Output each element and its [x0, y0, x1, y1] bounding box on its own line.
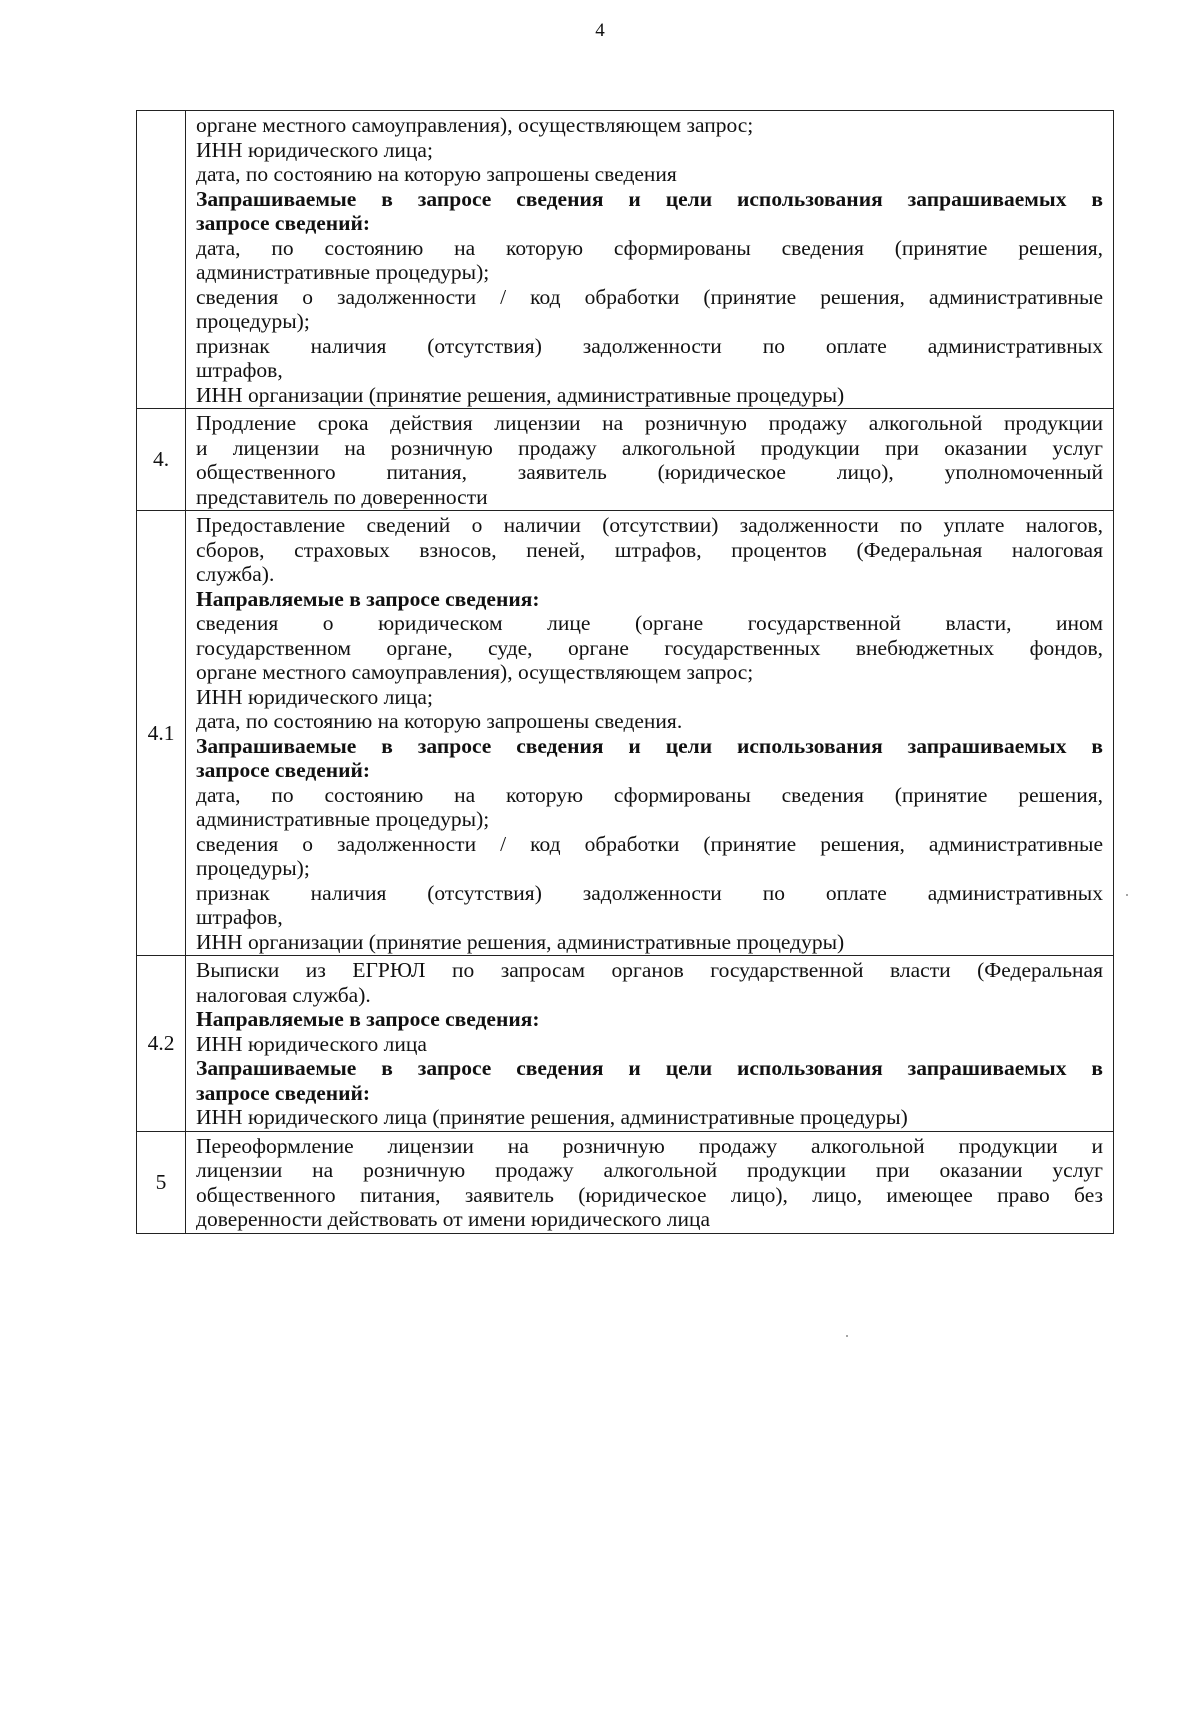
document-table — [136, 110, 1114, 1234]
text-line: лицензии на розничную продажу алкогольной продукции при оказании услуг — [196, 1158, 1103, 1182]
table-row — [137, 409, 1114, 511]
row-content-cell — [186, 1131, 1114, 1233]
text-line: процедуры); — [196, 309, 310, 333]
section-heading-line: запросе сведений: — [196, 758, 371, 782]
text-line: дата, по состоянию на которую запрошены сведения — [196, 162, 677, 186]
text-line: административные процедуры); — [196, 807, 490, 831]
text-line: сведения о задолженности / код обработки (принятие решения, административные — [196, 284, 1103, 309]
row-number-cell — [137, 1131, 186, 1233]
section-heading-line: Направляемые в запросе сведения: — [196, 1007, 540, 1031]
text-line: налоговая служба). — [196, 982, 371, 1007]
text-line: и лицензии на розничную продажу алкогольной продукции при оказании услуг — [196, 435, 1103, 460]
text-line: сведения о задолженности / код обработки (принятие решения, административные — [196, 831, 1103, 856]
text-line: процедуры); — [196, 856, 310, 880]
row-number-cell — [137, 111, 186, 409]
text-line: органе местного самоуправления), осуществляющем запрос; — [196, 113, 754, 137]
row-number: 4. — [152, 447, 170, 472]
table-row — [137, 511, 1114, 956]
text-line: представитель по доверенности — [196, 484, 488, 509]
text-line: ИНН юридического лица — [196, 1031, 427, 1056]
row-content-cell — [186, 956, 1114, 1132]
text-line: государственном органе, суде, органе государственных внебюджетных фондов, — [196, 635, 1103, 660]
row-number: 4.2 — [147, 1031, 175, 1055]
scan-artifact — [1126, 894, 1128, 896]
row-content-cell — [186, 111, 1114, 409]
page-number: 4 — [595, 20, 605, 41]
table-row — [137, 111, 1114, 409]
section-heading-line: запросе сведений: — [196, 211, 371, 235]
text-line: сведения о юридическом лице (органе государственной власти, ином — [196, 611, 1103, 635]
text-line: дата, по состоянию на которую сформированы сведения (принятие решения, — [196, 235, 1103, 260]
text-line: Продление срока действия лицензии на розничную продажу алкогольной продукции — [196, 411, 1103, 435]
table-row — [137, 956, 1114, 1132]
row-number: 4.1 — [147, 720, 175, 745]
row-number: 5 — [155, 1169, 167, 1194]
section-heading-line: запросе сведений: — [196, 1080, 371, 1105]
text-line: общественного питания, заявитель (юридическое лицо), уполномоченный — [196, 460, 1103, 484]
scan-artifact — [846, 1335, 848, 1337]
text-line: штрафов, — [196, 358, 283, 382]
text-line: дата, по состоянию на которую сформированы сведения (принятие решения, — [196, 782, 1103, 807]
text-line: ИНН юридического лица; — [196, 684, 433, 709]
row-number-cell — [137, 511, 186, 956]
text-line: ИНН юридического лица (принятие решения, административные процедуры) — [196, 1105, 908, 1129]
section-heading-line: Запрашиваемые в запросе сведения и цели использования запрашиваемых в — [196, 1056, 1103, 1080]
text-line: общественного питания, заявитель (юридическое лицо), лицо, имеющее право без — [196, 1182, 1103, 1207]
text-line: Предоставление сведений о наличии (отсутствии) задолженности по уплате налогов, — [196, 513, 1103, 537]
row-content-cell — [186, 409, 1114, 511]
text-line: штрафов, — [196, 905, 283, 929]
text-line: административные процедуры); — [196, 260, 490, 284]
section-heading-line: Запрашиваемые в запросе сведения и цели использования запрашиваемых в — [196, 733, 1103, 758]
text-line: дата, по состоянию на которую запрошены сведения. — [196, 709, 683, 733]
row-number-cell — [137, 409, 186, 511]
text-line: доверенности действовать от имени юридического лица — [196, 1207, 711, 1231]
row-number-cell — [137, 956, 186, 1132]
section-heading-line: Запрашиваемые в запросе сведения и цели использования запрашиваемых в — [196, 186, 1103, 211]
text-line: органе местного самоуправления), осуществляющем запрос; — [196, 660, 754, 684]
text-line: ИНН организации (принятие решения, административные процедуры) — [196, 929, 845, 954]
text-line: служба). — [196, 562, 275, 586]
text-line: Выписки из ЕГРЮЛ по запросам органов государственной власти (Федеральная — [196, 958, 1103, 982]
text-line: сборов, страховых взносов, пеней, штрафов, процентов (Федеральная налоговая — [196, 537, 1103, 562]
section-heading-line: Направляемые в запросе сведения: — [196, 586, 540, 611]
text-line: признак наличия (отсутствия) задолженности по оплате административных — [196, 333, 1103, 358]
table-row — [137, 1131, 1114, 1233]
row-content-cell — [186, 511, 1114, 956]
text-line: ИНН юридического лица; — [196, 137, 433, 162]
text-line: ИНН организации (принятие решения, административные процедуры) — [196, 382, 845, 407]
text-line: признак наличия (отсутствия) задолженности по оплате административных — [196, 880, 1103, 905]
text-line: Переоформление лицензии на розничную продажу алкогольной продукции и — [196, 1133, 1103, 1158]
